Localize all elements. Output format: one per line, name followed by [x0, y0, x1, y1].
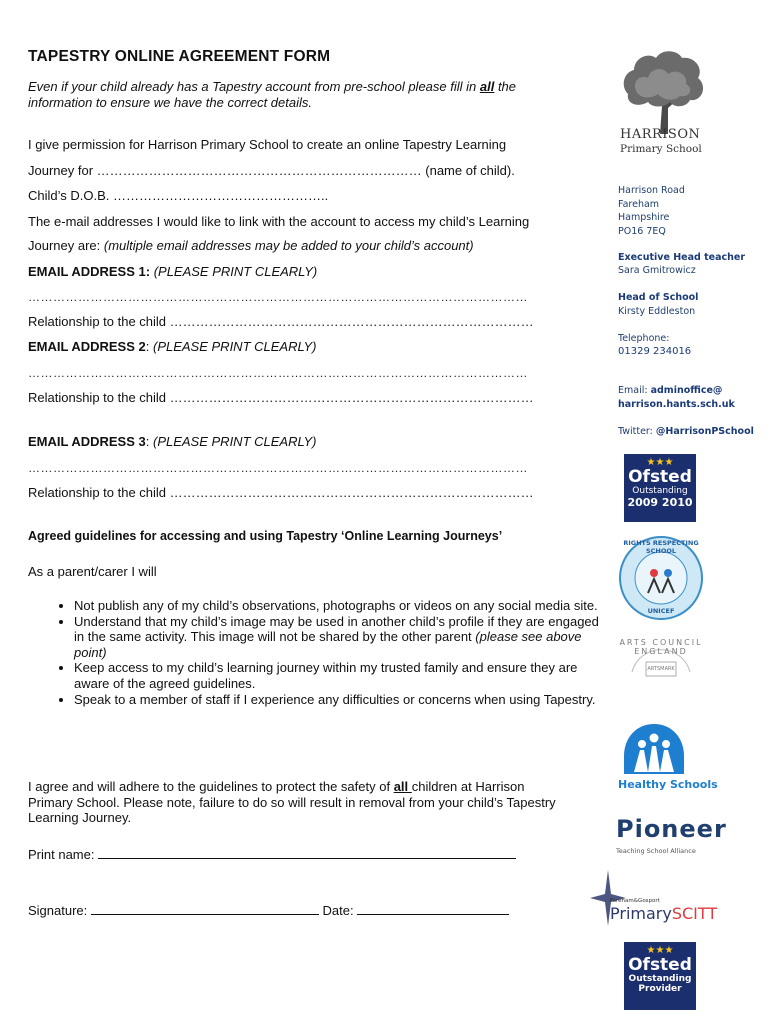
head-of-school-label: Head of School	[618, 292, 699, 303]
rights-respecting-school-logo: RIGHTS RESPECTING SCHOOL UNICEF	[618, 535, 704, 621]
guideline-item: • Understand that my child’s image may be used in another child’s profile if they are engaged in the same activity. This image will not be shared by the other parent (please see above point)	[74, 614, 604, 661]
twitter-contact: Twitter: @HarrisonPSchool	[618, 426, 754, 437]
oak-tree-logo	[618, 46, 708, 136]
school-name: HARRISON	[620, 127, 701, 142]
arts-council-logo: ARTS COUNCIL ENGLAND ARTSMARK	[618, 632, 704, 702]
relationship-3-field[interactable]: Relationship to the child …………………………………………………………………………	[28, 485, 534, 500]
signature-row: Signature: Date:	[28, 902, 509, 919]
guideline-item: • Not publish any of my child’s observations, photographs or videos on any social media site.	[74, 598, 604, 614]
address-line: Hampshire	[618, 212, 670, 223]
stars-icon: ★★★	[646, 457, 674, 468]
email-1-label: EMAIL ADDRESS 1: (PLEASE PRINT CLEARLY)	[28, 264, 318, 279]
healthy-schools-logo: Healthy Schools	[618, 722, 718, 794]
telephone-number[interactable]: 01329 234016	[618, 346, 692, 357]
relationship-2-field[interactable]: Relationship to the child …………………………………………………………………………	[28, 390, 534, 405]
school-name-sub: Primary School	[620, 143, 702, 155]
telephone-label: Telephone:	[618, 333, 670, 344]
agreement-text: I agree and will adhere to the guidelines to protect the safety of all children at Harrison Primary School. Please note, failure to do so will result in removal from your child’s Tapestry Learning Journey.	[28, 779, 556, 826]
intro-text: Even if your child already has a Tapestry account from pre-school please fill in all the	[28, 79, 517, 94]
address-line: Harrison Road	[618, 185, 685, 196]
as-parent-text: As a parent/carer I will	[28, 564, 157, 579]
ofsted-outstanding-2009-logo: ★★★ Ofsted Outstanding 2009 2010	[624, 454, 696, 522]
relationship-1-field[interactable]: Relationship to the child …………………………………………………………………………	[28, 314, 534, 329]
signature-field[interactable]	[91, 902, 319, 915]
email-2-label: EMAIL ADDRESS 2: (PLEASE PRINT CLEARLY)	[28, 339, 317, 354]
child-dob-field[interactable]: Child’s D.O.B. …………………………………………..	[28, 188, 329, 203]
permission-text: I give permission for Harrison Primary School to create an online Tapestry Learning	[28, 137, 507, 152]
exec-head-label: Executive Head teacher	[618, 252, 746, 263]
email-contact: Email: adminoffice@	[618, 385, 723, 396]
twitter-link[interactable]: @HarrisonPSchool	[655, 426, 754, 437]
guidelines-heading: Agreed guidelines for accessing and using Tapestry ‘Online Learning Journeys’	[28, 529, 503, 543]
exec-head-name: Sara Gmitrowicz	[618, 265, 696, 276]
healthy-schools-figures-icon	[622, 722, 686, 774]
pioneer-tsa-logo: Pioneer Teaching School Alliance	[616, 815, 727, 855]
primary-scitt-logo: Fareham&Gosport PrimarySCITT	[588, 868, 738, 928]
journey-are-text: Journey are: (multiple email addresses may be added to your child’s account)	[28, 238, 474, 253]
address-line: PO16 7EQ	[618, 226, 666, 237]
address-line: Fareham	[618, 199, 660, 210]
email-3-label: EMAIL ADDRESS 3: (PLEASE PRINT CLEARLY)	[28, 434, 317, 449]
email-link[interactable]: harrison.hants.sch.uk	[618, 399, 735, 410]
date-field[interactable]	[357, 902, 509, 915]
email-1-field[interactable]: …………………………………………………………………………………………………………	[28, 290, 528, 304]
intro-text-line2: information to ensure we have the correct details.	[28, 95, 312, 110]
form-title: TAPESTRY ONLINE AGREEMENT FORM	[28, 48, 331, 65]
email-3-field[interactable]: …………………………………………………………………………………………………………	[28, 461, 528, 475]
guideline-item: • Speak to a member of staff if I experience any difficulties or concerns when using Tapestry.	[74, 692, 604, 708]
guideline-item: • Keep access to my child’s learning journey within my trusted family and ensure they are aware of the agreed guidelines.	[74, 660, 604, 691]
child-name-field[interactable]: Journey for ………………………………………………………………… (name of child).	[28, 163, 515, 178]
email-2-field[interactable]: …………………………………………………………………………………………………………	[28, 366, 528, 380]
head-of-school-name: Kirsty Eddleston	[618, 306, 696, 317]
guidelines-list	[50, 598, 604, 707]
stars-icon: ★★★	[646, 945, 674, 956]
print-name-row: Print name:	[28, 846, 516, 863]
emails-intro-text: The e-mail addresses I would like to link with the account to access my child’s Learning	[28, 214, 530, 229]
ofsted-outstanding-provider-logo: ★★★ Ofsted Outstanding Provider	[624, 942, 696, 1010]
print-name-field[interactable]	[98, 846, 516, 859]
